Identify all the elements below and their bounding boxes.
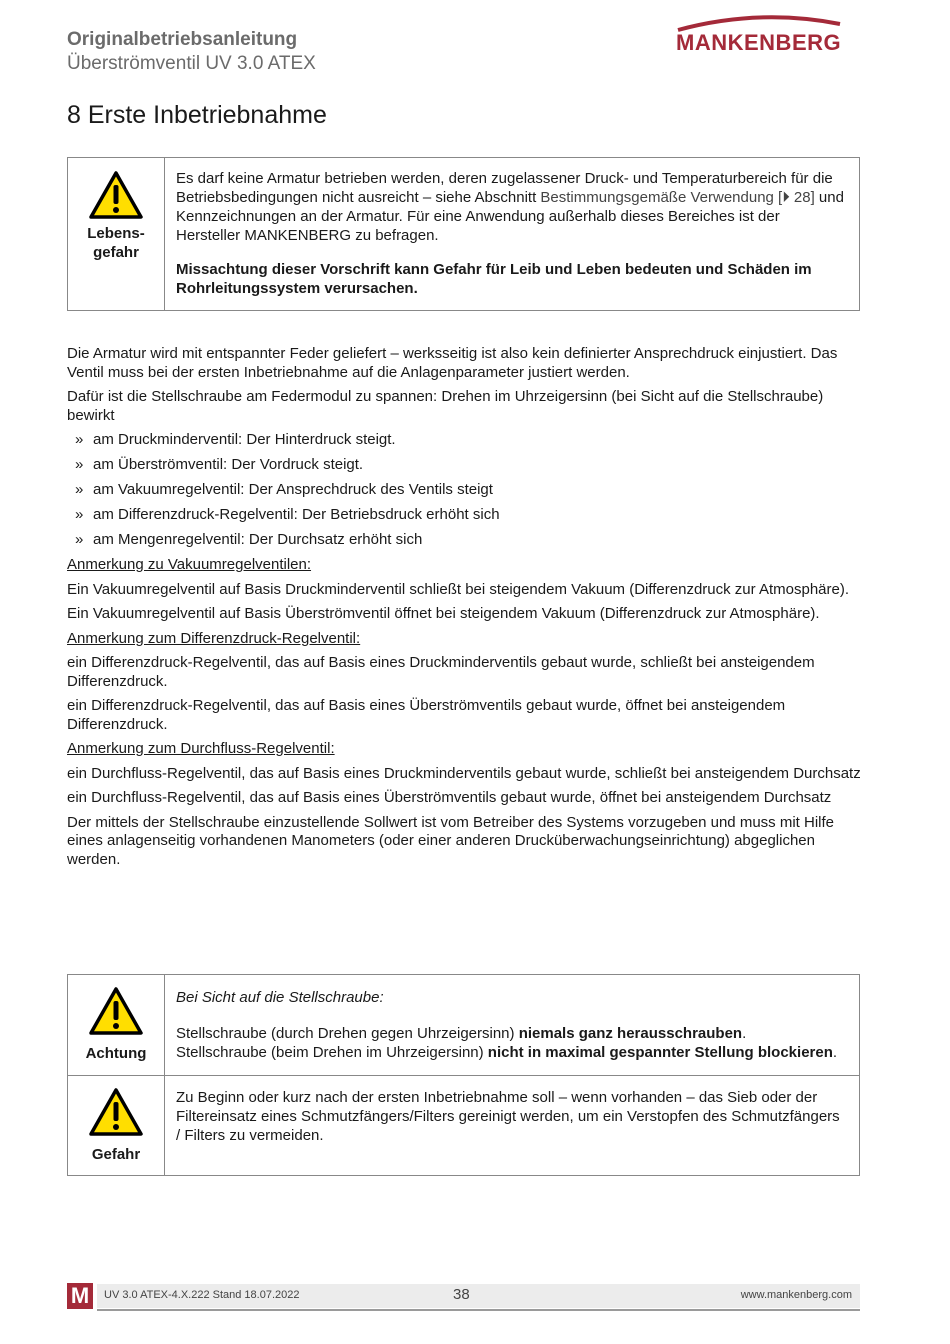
warning-triangle-icon xyxy=(88,170,144,220)
bullet-marker: » xyxy=(75,506,84,523)
paragraph: Der mittels der Stellschraube einzustellende Sollwert ist vom Betreiber des Systems vorzugeben und muss mit Hilfe eines anlagenseitig vorhandenen Manometers (oder einer anderen Drucküberwachungseinrichtung) abgeglichen werden. xyxy=(67,813,834,868)
footer-doc-ref: UV 3.0 ATEX-4.X.222 Stand 18.07.2022 xyxy=(104,1289,300,1301)
warning-text xyxy=(176,169,847,245)
warning-text-b: und Kennzeichnungen an der Armatur. Für eine Anwendung außerhalb dieses Bereiches ist der Hersteller MANKENBERG zu befragen. xyxy=(176,189,844,244)
warning-icon-cell xyxy=(68,1076,165,1176)
line1-end: . xyxy=(742,1025,747,1042)
line1-bold: niemals ganz herausschrauben xyxy=(518,1025,743,1042)
warning-icon-cell xyxy=(68,975,165,1076)
footer-logo-icon: M xyxy=(67,1283,93,1309)
paragraph: Ein Vakuumregelventil auf Basis Druckminderventil schließt bei steigendem Vakuum (Differenzdruck zur Atmosphäre). xyxy=(67,580,850,598)
paragraph: ein Differenzdruck-Regelventil, das auf Basis eines Überströmventils gebaut wurde, öffnet bei ansteigendem Differenzdruck. xyxy=(67,697,786,733)
list-item xyxy=(75,506,862,525)
link-arrow-icon: ⏵ xyxy=(782,189,790,206)
list-item-text: am Mengenregelventil: Der Durchsatz erhöht sich xyxy=(93,531,423,548)
link-text: Bestimmungsgemäße Verwendung [ xyxy=(540,189,783,206)
list-item-text: am Druckminderventil: Der Hinterdruck steigt. xyxy=(93,431,396,448)
signal-word-line2: gefahr xyxy=(93,244,139,261)
page-footer xyxy=(67,1283,860,1309)
subheading-vakuum: Anmerkung zu Vakuumregelventilen: xyxy=(67,556,312,573)
document-header xyxy=(67,28,316,76)
signal-word-line1: Lebens- xyxy=(87,225,145,242)
warning-line2 xyxy=(176,1043,847,1062)
warning-box-achtung-gefahr xyxy=(67,974,860,1176)
warning-icon-cell xyxy=(68,158,165,311)
line2-bold: nicht in maximal gespannter Stellung blockieren xyxy=(487,1044,833,1061)
logo-text: MANKENBERG xyxy=(676,30,842,55)
list-item-text: am Vakuumregelventil: Der Ansprechdruck des Ventils steigt xyxy=(93,481,493,498)
list-item-text: am Überströmventil: Der Vordruck steigt. xyxy=(93,456,364,473)
paragraph: ein Durchfluss-Regelventil, das auf Basis eines Druckminderventils gebaut wurde, schließt bei ansteigendem Durchsatz xyxy=(67,764,861,782)
paragraph: ein Differenzdruck-Regelventil, das auf Basis eines Druckminderventils gebaut wurde, schließt bei ansteigendem Differenzdruck. xyxy=(67,654,815,690)
line1-text: Stellschraube (durch Drehen gegen Uhrzeigersinn) xyxy=(176,1025,519,1042)
mankenberg-logo xyxy=(676,14,842,60)
line2-text: Stellschraube (beim Drehen im Uhrzeigersinn) xyxy=(176,1044,488,1061)
warning-bold-text: Missachtung dieser Vorschrift kann Gefahr für Leib und Leben bedeuten und Schäden im Rohrleitungssystem verursachen. xyxy=(176,261,812,297)
warning-triangle-icon xyxy=(88,1087,144,1137)
header-title-line2: Überströmventil UV 3.0 ATEX xyxy=(67,53,316,74)
signal-word-gefahr: Gefahr xyxy=(91,1146,141,1163)
bullet-marker: » xyxy=(75,431,84,448)
header-title-line1: Originalbetriebsanleitung xyxy=(67,29,298,50)
warning-line1 xyxy=(176,1024,847,1043)
warning-text-cell xyxy=(165,975,860,1076)
warning-italic-line: Bei Sicht auf die Stellschraube: xyxy=(176,989,384,1006)
bullet-marker: » xyxy=(75,531,84,548)
list-item xyxy=(75,431,862,450)
footer-website-link[interactable]: www.mankenberg.com xyxy=(740,1289,852,1301)
bullet-marker: » xyxy=(75,481,84,498)
warning-text-cell xyxy=(165,1076,860,1176)
paragraph: ein Durchfluss-Regelventil, das auf Basis eines Überströmventils gebaut wurde, öffnet bei ansteigendem Durchsatz xyxy=(67,789,832,806)
paragraph: Ein Vakuumregelventil auf Basis Überströmventil öffnet bei steigendem Vakuum (Differenzdruck zur Atmosphäre). xyxy=(67,605,820,622)
chapter-title: 8 Erste Inbetriebnahme xyxy=(67,101,327,129)
section-link[interactable] xyxy=(540,189,814,206)
warning-box-lebensgefahr xyxy=(67,157,860,311)
list-item xyxy=(75,456,862,475)
body-text xyxy=(67,345,862,875)
warning-text: Zu Beginn oder kurz nach der ersten Inbetriebnahme soll – wenn vorhanden – das Sieb oder der Filtereinsatz eines Schmutzfängers/Filters gereinigt werden, um ein Verstopfen des Schmutzfängers / Filters zu vermeiden. xyxy=(176,1089,840,1144)
list-item-text: am Differenzdruck-Regelventil: Der Betriebsdruck erhöht sich xyxy=(93,506,500,523)
signal-word xyxy=(68,224,164,262)
line2-end: . xyxy=(832,1044,838,1061)
bullet-marker: » xyxy=(75,456,84,473)
link-page: 28] xyxy=(789,189,815,206)
warning-text-cell xyxy=(165,158,860,311)
warning-text-a: Es darf keine Armatur betrieben werden, deren zugelassener Druck- und Temperaturbereich für die Betriebsbedingungen nicht ausreicht – siehe Abschnitt xyxy=(176,170,833,206)
list-item xyxy=(75,531,862,550)
subheading-differenzdruck: Anmerkung zum Differenzdruck-Regelventil: xyxy=(67,629,361,647)
page-number: 38 xyxy=(453,1286,470,1303)
effect-list xyxy=(67,431,862,550)
subheading-durchfluss: Anmerkung zum Durchfluss-Regelventil: xyxy=(67,740,335,757)
warning-triangle-icon xyxy=(88,986,144,1036)
paragraph: Dafür ist die Stellschraube am Federmodul zu spannen: Drehen im Uhrzeigersinn (bei Sicht auf die Stellschraube) bewirkt xyxy=(67,388,824,424)
list-item xyxy=(75,481,862,500)
signal-word-achtung: Achtung xyxy=(85,1045,147,1062)
footer-divider xyxy=(97,1309,860,1311)
paragraph: Die Armatur wird mit entspannter Feder geliefert – werksseitig ist also kein definierter Ansprechdruck einjustiert. Das Ventil muss bei der ersten Inbetriebnahme auf die Anlagenparameter justiert werden. xyxy=(67,345,838,381)
